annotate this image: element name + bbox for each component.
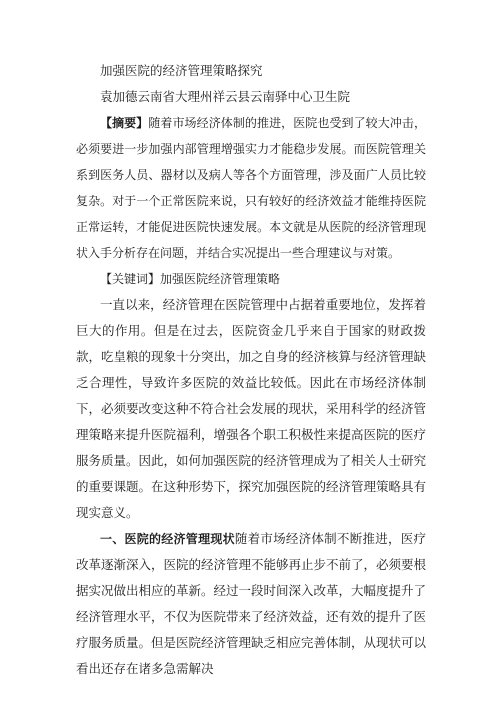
section-one-text: 随着市场经济体制不断推进，医疗改革逐渐深入，医院的经济管理不能够再止步不前了，必须要根据实况做出相应的革新。经过一段时间深入改革，大幅度提升了经济管理水平，不仅为医院带来了经济效益，还有效的提升了医疗服务质量。但是医院经济管理缺乏相应完善体制，从现状可以看出还存在诸多急需解决 <box>76 531 427 676</box>
document-title: 加强医院的经济管理策略探究 <box>100 63 263 78</box>
author-affiliation: 袁加德云南省大理州祥云县云南驿中心卫生院 <box>100 89 351 104</box>
keywords-paragraph <box>76 266 426 292</box>
keywords-label: 【关键词】 <box>100 272 161 286</box>
document-body <box>76 58 426 682</box>
keywords-text: 加强医院经济管理策略 <box>160 272 281 286</box>
abstract-text: 随着市场经济体制的推进，医院也受到了较大冲击，必须要进一步加强内部管理增强实力才能稳步发展。而医院管理关系到医务人员、器材以及病人等各个方面管理，涉及面广人员比较复杂。对于一个正常医院来说，只有较好的经济效益才能维持医院正常运转，才能促进医院快速发展。本文就是从医院的经济管理现状入手分析存在问题，并结合实况提出一些合理建议与对策。 <box>76 116 426 260</box>
intro-paragraph: 一直以来，经济管理在医院管理中占据着重要地位，发挥着巨大的作用。但是在过去，医院资金几乎来自于国家的财政拨款，吃皇粮的现象十分突出，加之自身的经济核算与经济管理缺乏合理性，导致许多医院的效益比较低。因此在市场经济体制下，必须要改变这种不符合社会发展的现状，采用科学的经济管理策略来提升医院福利，增强各个职工积极性来提高医院的医疗服务质量。因此，如何加强医院的经济管理成为了相关人士研究的重要课题。在这种形势下，探究加强医院的经济管理策略具有现实意义。 <box>76 297 427 520</box>
abstract-label: 【摘要】 <box>100 116 149 130</box>
section-one-heading: 一、医院的经济管理现状 <box>100 532 235 546</box>
abstract-paragraph <box>76 110 426 266</box>
section-one-paragraph <box>76 526 426 682</box>
